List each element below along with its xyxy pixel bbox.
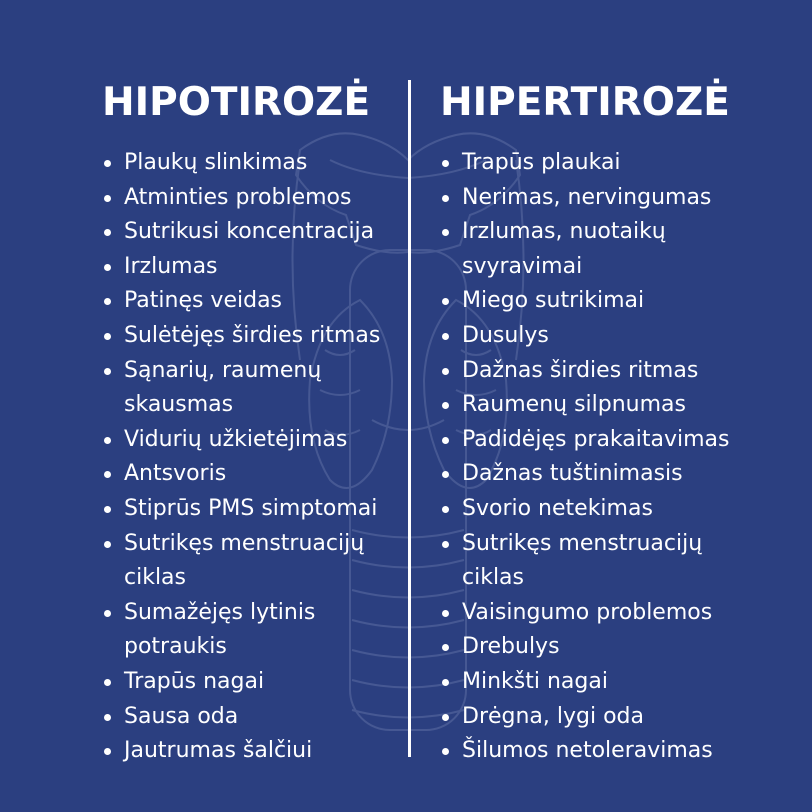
bullet-icon: [104, 160, 111, 167]
hypothyroidism-list-item: [102, 734, 414, 769]
hypothyroidism-list-item: [102, 596, 414, 665]
hypothyroidism-list-item: [102, 284, 414, 319]
hyperthyroidism-list-item: [440, 492, 762, 527]
hypothyroidism-list-item: [102, 423, 414, 458]
hyperthyroidism-symptom-text: Irzlumas, nuotaikų svyravimai: [462, 219, 666, 279]
bullet-icon: [104, 437, 111, 444]
hypothyroidism-column: [102, 78, 402, 769]
bullet-icon: [104, 229, 111, 236]
hyperthyroidism-list-item: [440, 284, 762, 319]
hypothyroidism-symptom-text: Irzlumas: [124, 253, 218, 279]
hypothyroidism-list-item: [102, 250, 414, 285]
hyperthyroidism-list-item: [440, 457, 762, 492]
hypothyroidism-list-item: [102, 319, 414, 354]
bullet-icon: [104, 264, 111, 271]
hyperthyroidism-title: HIPERTIROZĖ: [440, 80, 730, 125]
hyperthyroidism-symptom-text: Padidėjęs prakaitavimas: [462, 426, 730, 452]
hyperthyroidism-symptom-text: Drėgna, lygi oda: [462, 703, 645, 729]
bullet-icon: [104, 506, 111, 513]
hyperthyroidism-list-item: [440, 700, 762, 735]
hyperthyroidism-symptom-text: Sutrikęs menstruacijų ciklas: [462, 530, 703, 591]
hypothyroidism-list-item: [102, 665, 414, 700]
hyperthyroidism-symptom-text: Dažnas tuštinimasis: [462, 461, 683, 487]
hypothyroidism-list-item: [102, 457, 414, 492]
hypothyroidism-list-item: [102, 181, 414, 216]
hypothyroidism-symptom-text: Sutrikęs menstruacijų ciklas: [124, 530, 365, 591]
bullet-icon: [442, 333, 449, 340]
hypothyroidism-symptom-text: Plaukų slinkimas: [124, 150, 308, 175]
hyperthyroidism-symptom-text: Trapūs plaukai: [462, 150, 621, 175]
hypothyroidism-title: HIPOTIROZĖ: [102, 80, 371, 125]
hypothyroidism-symptom-text: Atminties problemos: [124, 184, 352, 210]
hypothyroidism-symptom-list: [102, 146, 402, 769]
bullet-icon: [442, 160, 449, 167]
hyperthyroidism-column: [440, 78, 800, 769]
bullet-icon: [104, 471, 111, 478]
hyperthyroidism-symptom-text: Vaisingumo problemos: [462, 599, 713, 625]
bullet-icon: [442, 471, 449, 478]
hypothyroidism-symptom-text: Sausa oda: [124, 703, 239, 729]
hyperthyroidism-list-item: [440, 527, 762, 596]
bullet-icon: [104, 541, 111, 548]
hyperthyroidism-symptom-list: [440, 146, 800, 769]
hypothyroidism-symptom-text: Sulėtėjęs širdies ritmas: [124, 322, 381, 348]
bullet-icon: [104, 679, 111, 686]
bullet-icon: [104, 195, 111, 202]
hyperthyroidism-list-item: [440, 734, 762, 769]
bullet-icon: [442, 298, 449, 305]
hyperthyroidism-symptom-text: Raumenų silpnumas: [462, 392, 686, 418]
bullet-icon: [442, 402, 449, 409]
hyperthyroidism-list-item: [440, 630, 762, 665]
hypothyroidism-symptom-text: Antsvoris: [124, 461, 227, 487]
hypothyroidism-symptom-text: Jautrumas šalčiui: [124, 738, 313, 764]
hyperthyroidism-list-item: [440, 665, 762, 700]
hyperthyroidism-symptom-text: Dusulys: [462, 322, 549, 348]
hypothyroidism-symptom-text: Trapūs nagai: [124, 668, 265, 694]
hypothyroidism-list-item: [102, 354, 414, 423]
hyperthyroidism-symptom-text: Minkšti nagai: [462, 668, 608, 694]
hypothyroidism-symptom-text: Vidurių užkietėjimas: [124, 426, 348, 452]
hyperthyroidism-symptom-text: Miego sutrikimai: [462, 288, 645, 314]
bullet-icon: [442, 437, 449, 444]
hypothyroidism-symptom-text: Stiprūs PMS simptomai: [124, 495, 378, 521]
hypothyroidism-symptom-text: Sutrikusi koncentracija: [124, 219, 375, 245]
hyperthyroidism-symptom-text: Nerimas, nervingumas: [462, 184, 712, 210]
hypothyroidism-list-item: [102, 215, 414, 250]
bullet-icon: [104, 610, 111, 617]
hypothyroidism-list-item: [102, 700, 414, 735]
bullet-icon: [104, 333, 111, 340]
bullet-icon: [104, 368, 111, 375]
hyperthyroidism-symptom-text: Svorio netekimas: [462, 495, 653, 521]
bullet-icon: [442, 368, 449, 375]
hyperthyroidism-list-item: [440, 388, 762, 423]
bullet-icon: [104, 298, 111, 305]
hypothyroidism-symptom-text: Sumažėjęs lytinis potraukis: [124, 599, 316, 660]
bullet-icon: [442, 644, 449, 651]
hypothyroidism-list-item: [102, 146, 414, 181]
hypothyroidism-list-item: [102, 527, 414, 596]
bullet-icon: [442, 610, 449, 617]
bullet-icon: [442, 229, 449, 236]
bullet-icon: [442, 714, 449, 721]
hyperthyroidism-list-item: [440, 181, 762, 216]
hyperthyroidism-list-item: [440, 354, 762, 389]
bullet-icon: [442, 541, 449, 548]
hyperthyroidism-symptom-text: Šilumos netoleravimas: [462, 738, 713, 764]
hypothyroidism-symptom-text: Patinęs veidas: [124, 288, 283, 314]
hyperthyroidism-list-item: [440, 215, 762, 284]
bullet-icon: [442, 748, 449, 755]
hyperthyroidism-symptom-text: Drebulys: [462, 634, 560, 660]
hyperthyroidism-list-item: [440, 423, 762, 458]
hyperthyroidism-list-item: [440, 596, 762, 631]
bullet-icon: [442, 679, 449, 686]
hyperthyroidism-list-item: [440, 146, 762, 181]
bullet-icon: [104, 748, 111, 755]
bullet-icon: [442, 195, 449, 202]
hypothyroidism-symptom-text: Sąnarių, raumenų skausmas: [124, 357, 322, 418]
hyperthyroidism-list-item: [440, 319, 762, 354]
bullet-icon: [442, 506, 449, 513]
hypothyroidism-list-item: [102, 492, 414, 527]
bullet-icon: [104, 714, 111, 721]
hyperthyroidism-symptom-text: Dažnas širdies ritmas: [462, 357, 699, 383]
